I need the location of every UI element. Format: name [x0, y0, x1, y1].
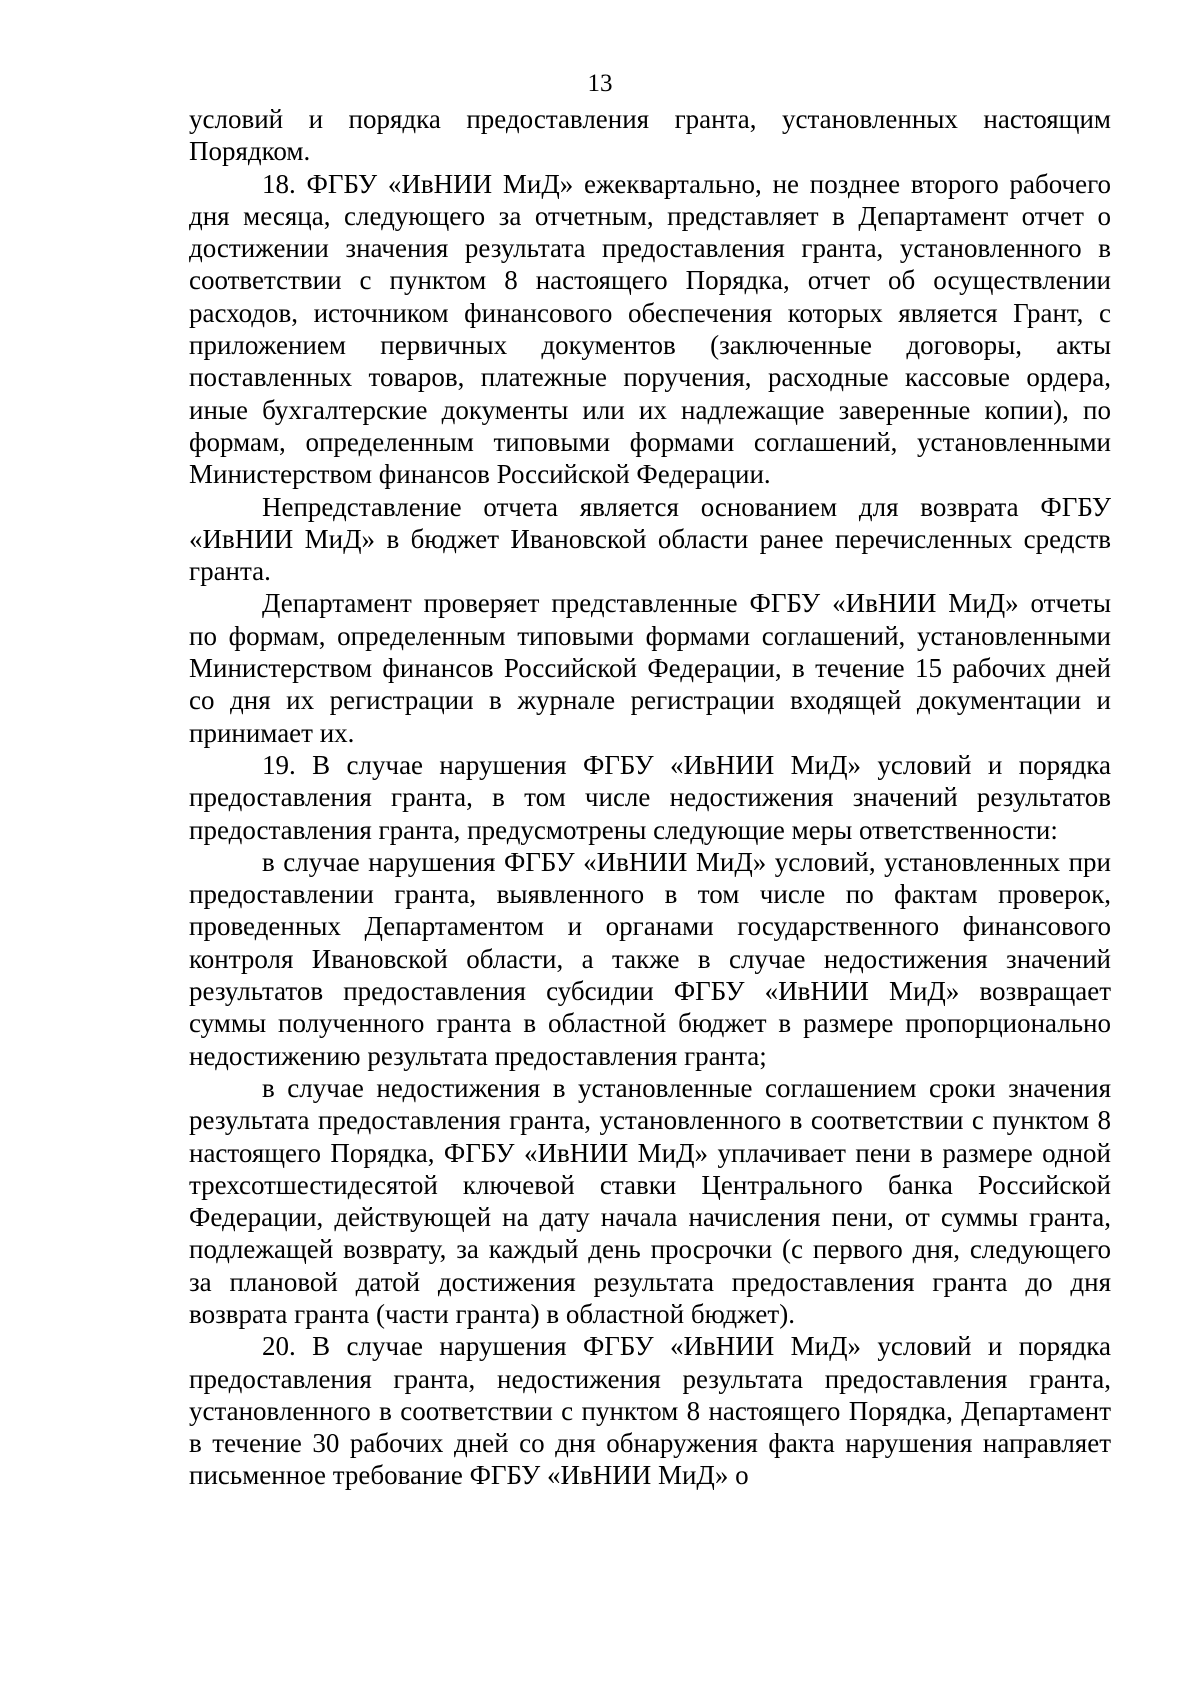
- paragraph-penalty: в случае недостижения в установленные соглашением сроки значения результата предоставления гранта, установленного в соответствии с пунктом 8 настоящего Порядка, ФГБУ «ИвНИИ МиД» уплачивает пени в размере одной трехсотшестидесятой ключевой ставки Центрального банка Российской Федерации, действующей на дату начала начисления пени, от суммы гранта, подлежащей возврату, за каждый день просрочки (с первого дня, следующего за плановой датой достижения результата предоставления гранта до дня возврата гранта (части гранта) в областной бюджет).: [189, 1072, 1111, 1329]
- paragraph-nonsubmission: Непредставление отчета является основанием для возврата ФГБУ «ИвНИИ МиД» в бюджет Ивановской области ранее перечисленных средств гранта.: [189, 491, 1111, 587]
- document-body: [189, 103, 1111, 1492]
- paragraph-continuation: условий и порядка предоставления гранта, установленных настоящим Порядком.: [189, 104, 1111, 167]
- paragraph-violation-return: в случае нарушения ФГБУ «ИвНИИ МиД» условий, установленных при предоставлении гранта, выявленного в том числе по фактам проверок, проведенных Департаментом и органами государственного финансового контроля Ивановской области, а также в случае недостижения значений результатов предоставления субсидии ФГБУ «ИвНИИ МиД» возвращает суммы полученного гранта в областной бюджет в размере пропорционально недостижению результата предоставления гранта;: [189, 846, 1111, 1071]
- paragraph-item-19: 19. В случае нарушения ФГБУ «ИвНИИ МиД» условий и порядка предоставления гранта, в том числе недостижения значений результатов предоставления гранта, предусмотрены следующие меры ответственности:: [189, 749, 1111, 845]
- paragraph-item-18: 18. ФГБУ «ИвНИИ МиД» ежеквартально, не позднее второго рабочего дня месяца, следующего за отчетным, представляет в Департамент отчет о достижении значения результата предоставления гранта, установленного в соответствии с пунктом 8 настоящего Порядка, отчет об осуществлении расходов, источником финансового обеспечения которых является Грант, с приложением первичных документов (заключенные договоры, акты поставленных товаров, платежные поручения, расходные кассовые ордера, иные бухгалтерские документы или их надлежащие заверенные копии), по формам, определенным типовыми формами соглашений, установленными Министерством финансов Российской Федерации.: [189, 168, 1111, 490]
- page-number: 13: [587, 70, 613, 97]
- paragraph-department-review: Департамент проверяет представленные ФГБУ «ИвНИИ МиД» отчеты по формам, определенным типовыми формами соглашений, установленными Министерством финансов Российской Федерации, в течение 15 рабочих дней со дня их регистрации в журнале регистрации входящей документации и принимает их.: [189, 588, 1111, 748]
- paragraph-item-20: 20. В случае нарушения ФГБУ «ИвНИИ МиД» условий и порядка предоставления гранта, недостижения результата предоставления гранта, установленного в соответствии с пунктом 8 настоящего Порядка, Департамент в течение 30 рабочих дней со дня обнаружения факта нарушения направляет письменное требование ФГБУ «ИвНИИ МиД» о: [189, 1331, 1111, 1491]
